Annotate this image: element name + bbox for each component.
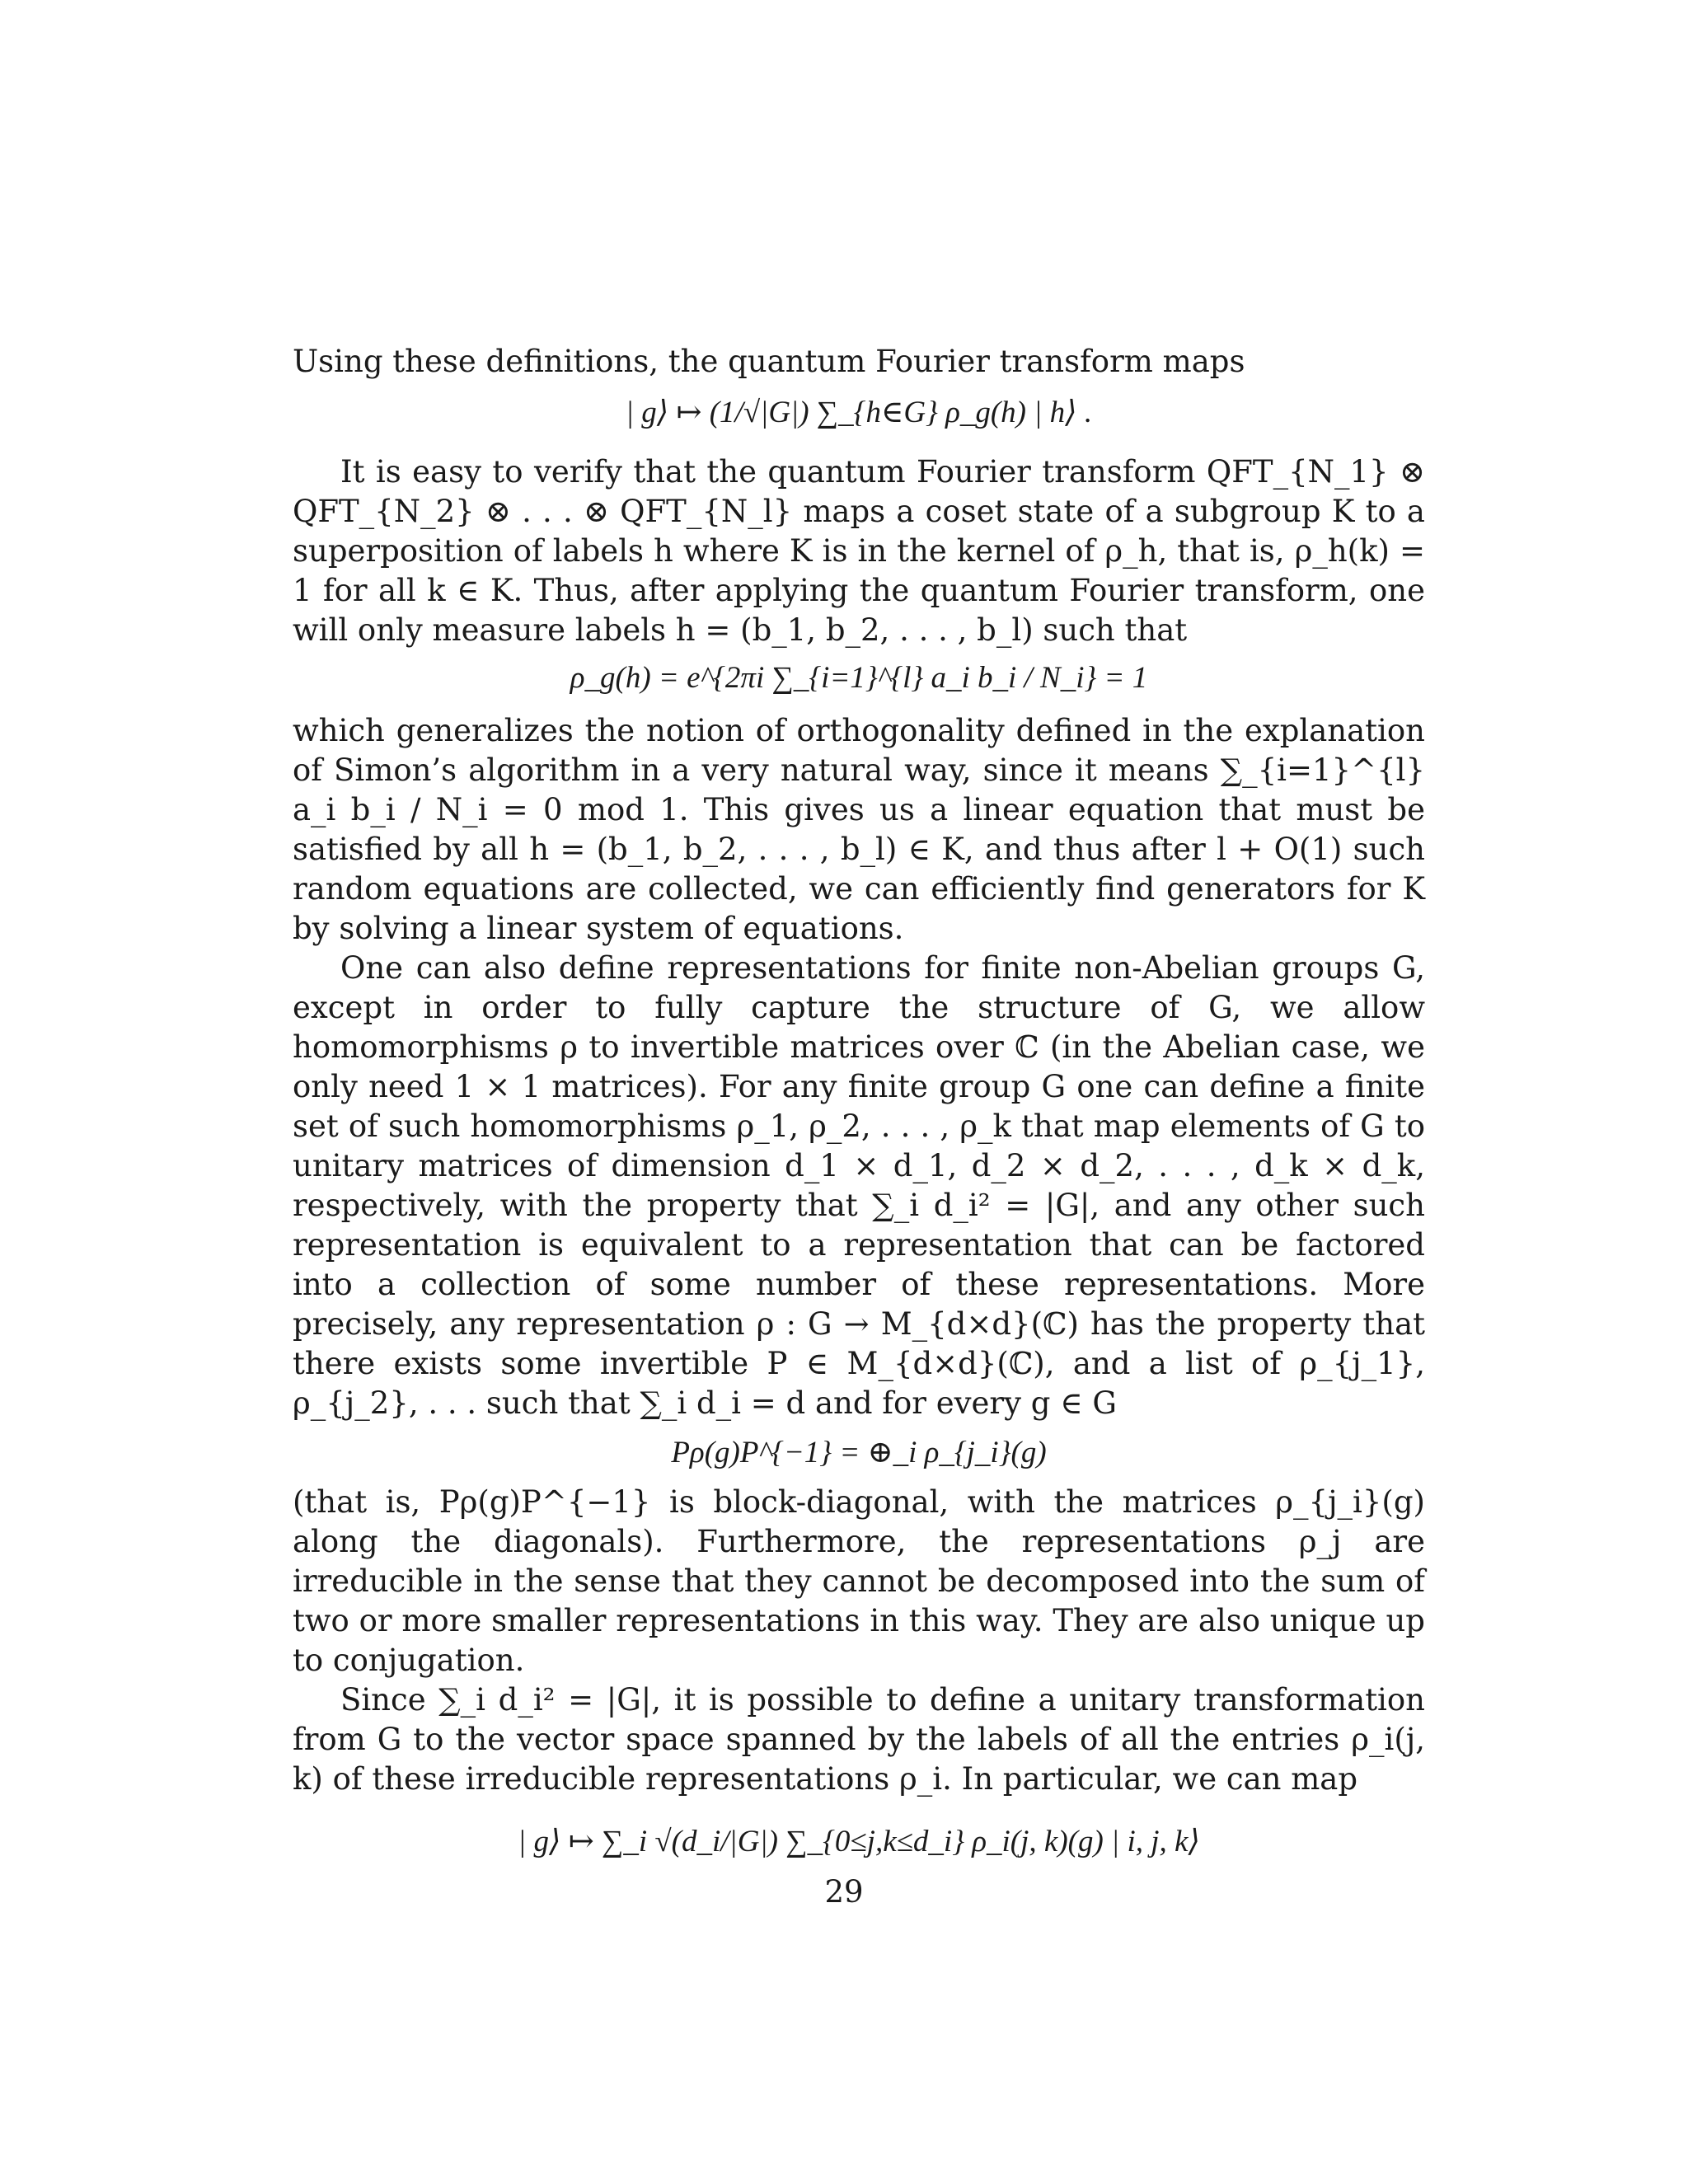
paragraph-6: Since ∑_i d_i² = |G|, it is possible to define a unitary transformation from G to the vector space spanned by the labels of all the entries ρ_i(j, k) of these irreducible representations ρ_i. In particular, we can map (293, 1682, 1425, 1797)
paragraph-1: Using these definitions, the quantum Fourier transform maps (293, 344, 1245, 379)
equation-block-diagonal: Pρ(g)P^{−1} = ⊕_i ρ_{j_i}(g) (671, 1436, 1047, 1469)
paragraph-2: It is easy to verify that the quantum Fourier transform QFT_{N_1} ⊗ QFT_{N_2} ⊗ . . . ⊗ QFT_{N_l} maps a coset state of a subgroup K to a superposition of labels h where K is in the kernel of ρ_h, that is, ρ_h(k) = 1 for all k ∈ K. Thus, after applying the quantum Fourier transform, one will only measure labels h = (b_1, b_2, . . . , b_l) such that (293, 454, 1425, 648)
paragraph-4: One can also define representations for finite non-Abelian groups G, except in order to fully capture the structure of G, we allow homomorphisms ρ to invertible matrices over ℂ (in the Abelian case, we only need 1 × 1 matrices). For any finite group G one can define a finite set of such homomorphisms ρ_1, ρ_2, . . . , ρ_k that map elements of G to unitary matrices of dimension d_1 × d_1, d_2 × d_2, . . . , d_k × d_k, respectively, with the property that ∑_i d_i² = |G|, and any other such representation is equivalent to a representation that can be factored into a collection of some number of these representations. More precisely, any representation ρ : G → M_{d×d}(ℂ) has the property that there exists some invertible P ∈ M_{d×d}(ℂ), and a list of ρ_{j_1}, ρ_{j_2}, . . . such that ∑_i d_i = d and for every g ∈ G (293, 950, 1425, 1421)
paragraph-5: (that is, Pρ(g)P^{−1} is block-diagonal, with the matrices ρ_{j_i}(g) along the diagonals). Furthermore, the representations ρ_j are irreducible in the sense that they cannot be decomposed into the sum of two or more smaller representations in this way. They are also unique up to conjugation. (293, 1484, 1425, 1678)
equation-nonabelian-qft: | g⟩ ↦ ∑_i √(d_i/|G|) ∑_{0≤j,k≤d_i} ρ_i(j, k)(g) | i, j, k⟩ (518, 1825, 1200, 1858)
page-number: 29 (824, 1874, 864, 1910)
equation-orthogonality: ρ_g(h) = e^{2πi ∑_{i=1}^{l} a_i b_i / N_i} = 1 (570, 661, 1148, 695)
equation-qft-map: | g⟩ ↦ (1/√|G|) ∑_{h∈G} ρ_g(h) | h⟩ . (625, 396, 1093, 429)
text-column (293, 342, 1425, 1862)
paragraph-3: which generalizes the notion of orthogonality defined in the explanation of Simon’s algorithm in a very natural way, since it means ∑_{i=1}^{l} a_i b_i / N_i = 0 mod 1. This gives us a linear equation that must be satisfied by all h = (b_1, b_2, . . . , b_l) ∈ K, and thus after l + O(1) such random equations are collected, we can efficiently find generators for K by solving a linear system of equations. (293, 713, 1425, 946)
